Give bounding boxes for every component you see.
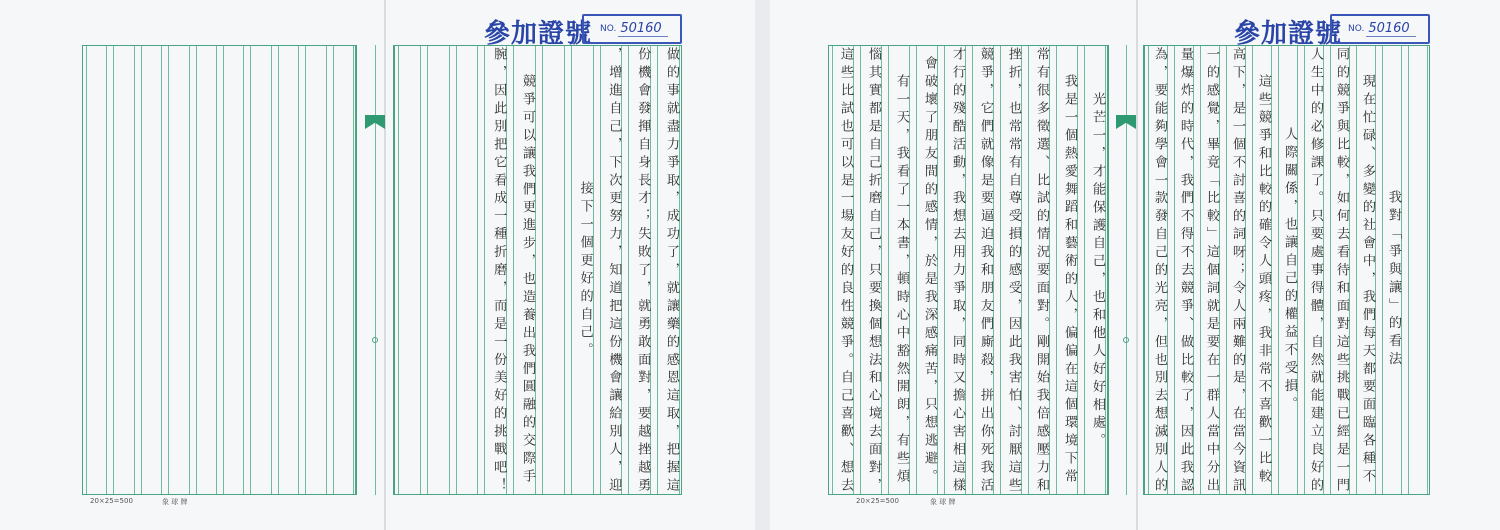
grid-left-half <box>828 45 1108 495</box>
column-text <box>457 48 478 494</box>
manuscript-column <box>1056 46 1078 494</box>
manuscript-column <box>398 46 421 494</box>
manuscript-column <box>86 46 107 494</box>
footer-size: 20×25=500 <box>90 497 133 505</box>
manuscript-column <box>628 46 651 494</box>
column-text: 接下一個更好的自己。 <box>577 181 593 361</box>
manuscript-column <box>456 46 479 494</box>
manuscript-column <box>427 46 450 494</box>
manuscript-column <box>168 46 189 494</box>
column-text: 惱其實都是自己折磨自己，只要換個想法和心境去面對， <box>866 46 881 496</box>
column-text <box>306 48 325 494</box>
column-text <box>334 48 353 494</box>
footer-size: 20×25=500 <box>856 497 899 505</box>
manuscript-column <box>1000 46 1022 494</box>
manuscript-column <box>832 46 854 494</box>
column-text: 會破壞了朋友間的感情，於是我深感痛苦，只想逃避。 <box>922 55 937 487</box>
manuscript-column <box>1356 46 1376 494</box>
manuscript-column <box>972 46 994 494</box>
center-line <box>375 45 376 495</box>
manuscript-column <box>1226 46 1246 494</box>
column-text <box>114 48 133 494</box>
entry-number-box <box>582 14 682 44</box>
manuscript-column <box>141 46 162 494</box>
manuscript-column <box>1148 46 1168 494</box>
center-line <box>1126 45 1127 495</box>
center-dot-icon <box>1123 337 1129 343</box>
column-text <box>279 48 298 494</box>
manuscript-column <box>860 46 882 494</box>
column-text: 光芒一，才能保護自己，也和他人好好相處。 <box>1090 91 1105 451</box>
column-text: 競爭可以讓我們更進步，也造養出我們圓融的交際手 <box>519 55 535 487</box>
manuscript-column <box>600 46 623 494</box>
column-text: 挫折，也常常有自尊受損的感受，因此我害怕、討厭這些 <box>1006 46 1021 496</box>
grid-right-half <box>1144 45 1430 495</box>
entry-number-box <box>1330 14 1430 44</box>
column-text: 這些競爭和比較的確令人頭疼，我非常不喜歡一比較 <box>1256 55 1271 487</box>
column-text: 量爆炸的時代，我們不得不去競爭、做比較了，因此我認 <box>1178 46 1193 496</box>
column-text <box>251 48 270 494</box>
column-text <box>543 48 564 494</box>
column-text <box>428 48 449 494</box>
manuscript-column <box>888 46 910 494</box>
column-text <box>197 48 216 494</box>
entry-number-value: 50160 <box>1366 21 1415 37</box>
manuscript-page-2 <box>770 0 1500 530</box>
manuscript-column <box>571 46 594 494</box>
manuscript-column <box>916 46 938 494</box>
manuscript-column <box>1028 46 1050 494</box>
manuscript-column <box>1252 46 1272 494</box>
column-text: 我是一個熱愛舞蹈和藝術的人，偏偏在這個環境下常 <box>1062 55 1077 487</box>
footer-brand: 象 球 牌 <box>930 498 956 506</box>
manuscript-column <box>223 46 244 494</box>
column-text: 才行的殘酷活動，我想去用力爭取，同時又擔心害相這樣 <box>950 46 965 496</box>
center-band <box>1108 45 1144 495</box>
manuscript-column <box>657 46 680 494</box>
column-text: 做的事就盡力爭取，成功了，就讓藥的感恩這取，把握這 <box>663 46 679 496</box>
column-text <box>169 48 188 494</box>
manuscript-column <box>1174 46 1194 494</box>
column-text: 腕，因此別把它看成一種折磨，而是一份美好的挑戰吧！ <box>491 46 507 496</box>
header-title: 參加證號 <box>484 19 593 49</box>
column-text: 一的感覺，畢竟「比較」這個詞就是要在一群人當中分出 <box>1204 46 1219 496</box>
column-text: 人生中的必修課了。只要處事得體，自然就能建立良好的 <box>1308 46 1323 496</box>
manuscript-column <box>305 46 326 494</box>
grid-left-half <box>82 45 356 495</box>
manuscript-column <box>333 46 354 494</box>
manuscript-column <box>1084 46 1106 494</box>
manuscript-column <box>278 46 299 494</box>
column-text: ，增進自己，下次更努力，知道把這份機會讓給別人，迎 <box>606 46 622 496</box>
column-text <box>142 48 161 494</box>
header-title: 參加證號 <box>1234 19 1343 49</box>
manuscript-column <box>1330 46 1350 494</box>
entry-number-value: 50160 <box>618 21 667 37</box>
column-text: 份機會發揮自身長才；失敗了，就勇敢面對，要越挫越勇 <box>635 46 651 496</box>
footer-brand: 象 球 牌 <box>162 498 188 506</box>
manuscript-column <box>1304 46 1324 494</box>
manuscript-column <box>1278 46 1298 494</box>
column-text: 現在忙碌、多變的社會中，我們每天都要面臨各種不 <box>1360 55 1375 487</box>
manuscript-column <box>542 46 565 494</box>
column-text: 人際關係，也讓自己的權益不受損。 <box>1282 127 1297 415</box>
manuscript-column <box>1408 46 1428 494</box>
manuscript-column <box>944 46 966 494</box>
center-band <box>356 45 394 495</box>
column-text: 高下，是一個不討喜的詞呀；令人兩難的是，在當今資訊 <box>1230 46 1245 496</box>
grid-right-half <box>394 45 682 495</box>
manuscript-column <box>513 46 536 494</box>
manuscript-column <box>1382 46 1402 494</box>
manuscript-column <box>196 46 217 494</box>
column-text: 同的競爭與比較，如何去看待和面對這些挑戰已經是一門 <box>1334 46 1349 496</box>
column-text: 這些比試也可以是一場友好的良性競爭。自己喜歡、想去 <box>838 46 853 496</box>
manuscript-column <box>484 46 507 494</box>
manuscript-column <box>250 46 271 494</box>
column-text <box>224 48 243 494</box>
manuscript-column <box>1200 46 1220 494</box>
column-text: 常有很多徵選、比試的情況要面對。剛開始我倍感壓力和 <box>1034 46 1049 496</box>
center-dot-icon <box>372 337 378 343</box>
entry-number-label: NO. <box>600 24 617 34</box>
entry-number-label: NO. <box>1348 24 1365 34</box>
column-text: 我對「爭與讓」的看法 <box>1386 172 1401 370</box>
column-text: 有一天，我看了一本書，頓時心中豁然開朗，有些煩 <box>894 55 909 487</box>
column-text: 為，要能夠學會一款發自己的光亮，但也別去想滅別人的 <box>1152 46 1167 496</box>
column-text <box>87 48 106 494</box>
column-text: 競爭，它們就像是要逼迫我和朋友們廝殺，拼出你死我活 <box>978 46 993 496</box>
manuscript-column <box>113 46 134 494</box>
column-text <box>399 48 420 494</box>
column-text <box>1409 48 1427 494</box>
